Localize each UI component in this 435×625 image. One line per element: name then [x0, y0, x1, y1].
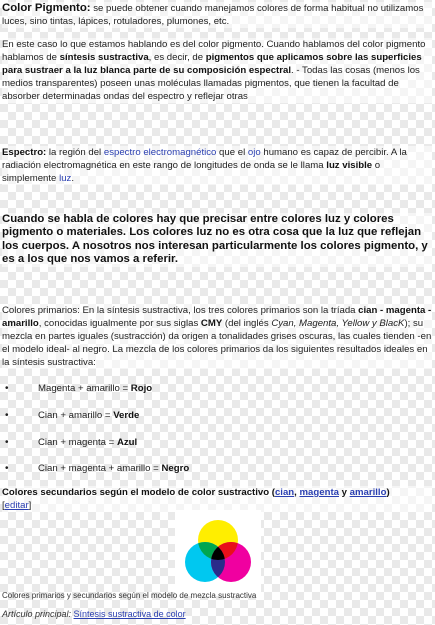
- bullet-text: Cian + magenta + amarillo =: [38, 463, 162, 474]
- bullet-icon: •: [5, 410, 9, 421]
- pigment-text: se puede obtener cuando manejamos colores de forma habitual no utilizamos luces, sino tintas, lápices, rotuladores, plumones, etc.: [2, 3, 424, 28]
- link-amarillo[interactable]: amarillo: [349, 487, 387, 498]
- bullet-text: Cian + amarillo =: [38, 410, 114, 421]
- article-label: Artículo principal:: [2, 609, 72, 619]
- separator: y: [338, 487, 350, 498]
- list-item: [2, 462, 432, 476]
- cmy-venn-diagram: [175, 510, 261, 596]
- bullet-icon: •: [5, 383, 9, 394]
- heading-text: Colores secundarios según el modelo de color sustractivo (: [2, 487, 275, 498]
- subtractive-color-figure: [175, 510, 261, 596]
- text: la región del: [46, 147, 104, 158]
- text: .: [71, 173, 74, 184]
- list-item: [2, 409, 432, 423]
- pigment-title: Color Pigmento:: [2, 2, 91, 14]
- edit-link[interactable]: editar: [4, 500, 29, 511]
- link-magenta[interactable]: magenta: [299, 487, 339, 498]
- link-electromagnetic-spectrum[interactable]: espectro electromagnético: [103, 147, 217, 158]
- spectrum-label: Espectro:: [2, 147, 47, 158]
- bullet-result: Negro: [161, 463, 190, 474]
- italic-term: Cyan, Magenta, Yellow y BlacK: [271, 318, 405, 329]
- text: En este caso lo que estamos hablando es del color pigmento. Cuando hablamos del color pigmento hablamos de: [2, 39, 426, 63]
- bold-term: cian - magenta - amarillo: [2, 305, 432, 329]
- bold-paragraph-text: Cuando se habla de colores hay que precisar entre colores luz y colores pigmento o materiales. Los colores luz no es otra cosa que la luz que reflejan los cuerpos. A nosotros nos interesan particularmente los colores pigmento, y es a los que nos vamos a referir.: [2, 213, 428, 266]
- text: ); su mezcla en partes iguales (sustracción) da origen a tonalidades grises oscuras, las cuales tienden -en el modelo ideal- al negro. La mezcla de los colores primarios da los siguientes resultados ideales en la síntesis sustractiva:: [2, 318, 432, 368]
- main-article-reference: [2, 609, 186, 619]
- bullet-result: Azul: [116, 437, 138, 448]
- bullet-text: Cian + magenta =: [38, 437, 117, 448]
- separator: ,: [294, 487, 300, 498]
- bold-term: luz visible: [326, 160, 373, 171]
- bold-term: pigmentos que aplicamos sobre las superficies para sustraer a la luz blanca parte de su composición espectral: [2, 52, 422, 76]
- text: (del inglés: [222, 318, 272, 329]
- text: Colores primarios: En la síntesis sustractiva, los tres colores primarios son la tríada: [2, 305, 359, 316]
- bullet-text: Magenta + amarillo =: [38, 383, 131, 394]
- paren: ): [386, 487, 390, 498]
- figure-caption: Colores primarios y secundarios según el modelo de mezcla sustractiva: [2, 591, 257, 600]
- text: humano es capaz de percibir. A la radiación electromagnética en este rango de longitudes de onda se le llama: [2, 147, 407, 171]
- bullet-icon: •: [5, 437, 9, 448]
- text: o simplemente: [2, 160, 381, 184]
- bullet-result: Verde: [113, 410, 140, 421]
- link-light[interactable]: luz: [59, 173, 72, 184]
- text: . - Todas las cosas (menos los medios transparentes) poseen unas moléculas llamadas pigmentos, que tienen la facultad de absorber determinadas ondas del espectro y reflejar otras: [2, 65, 420, 102]
- paragraph-pigment-color: [2, 2, 432, 28]
- link-eye[interactable]: ojo: [247, 147, 261, 158]
- text: , es decir, de: [148, 52, 206, 63]
- paragraph-light-vs-pigment: [2, 213, 432, 267]
- text: , conocidas igualmente por sus siglas: [38, 318, 201, 329]
- list-item: [2, 382, 432, 396]
- section-heading-secondary-colors: [2, 486, 432, 512]
- paragraph-spectrum: [2, 146, 432, 185]
- link-cian[interactable]: cian: [274, 487, 295, 498]
- bullet-result: Rojo: [130, 383, 153, 394]
- list-item: [2, 436, 432, 450]
- bold-term: CMY: [200, 318, 223, 329]
- text: que el: [216, 147, 248, 158]
- paragraph-pigment-explanation: [2, 38, 432, 103]
- bracket: [: [2, 500, 5, 511]
- bracket: ]: [28, 500, 32, 511]
- paragraph-primary-colors: [2, 304, 432, 369]
- bullet-icon: •: [5, 463, 9, 474]
- main-article-link[interactable]: Síntesis sustractiva de color: [73, 609, 186, 619]
- bold-term: síntesis sustractiva: [59, 52, 149, 63]
